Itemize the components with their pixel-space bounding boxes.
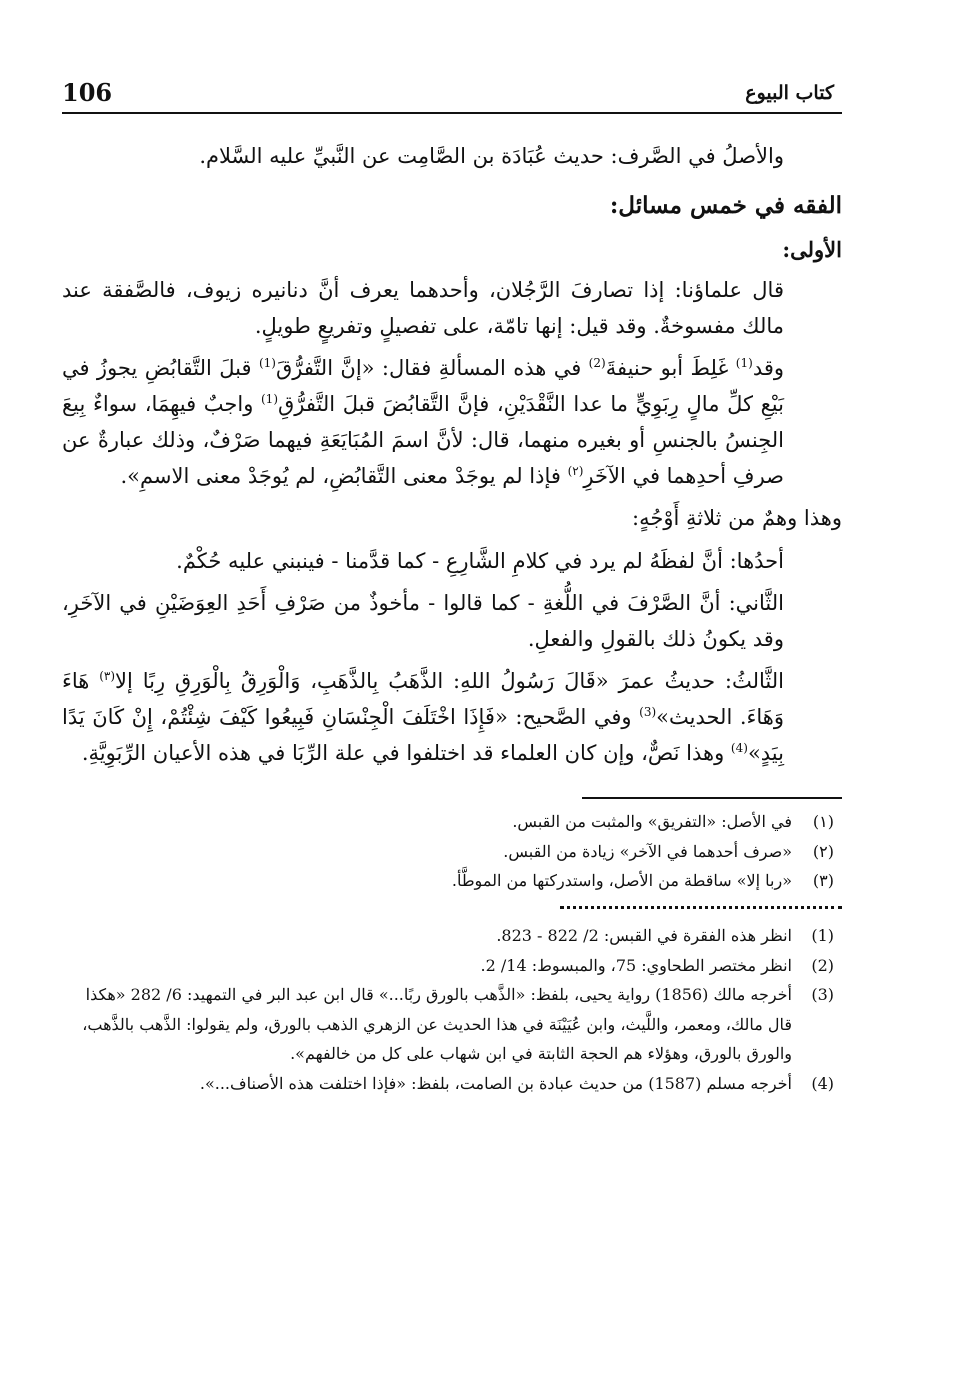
footnote: (٢) «صرف أحدهما في الآخر» زيادة من القبس.	[503, 841, 834, 861]
page-header	[62, 78, 842, 112]
editor-references	[62, 921, 842, 1099]
footnote-ref[interactable]: (2)	[588, 355, 606, 370]
paragraph-6: الثَّالثُ: حديثُ عمرَ «قَالَ رَسُولُ اللهِ: الذَّهَبُ بِالذَّهَبِ، وَالْوَرِقُ بِالْوَرِقِ رِبًا إلا$^{(٣)}$ هَاءَ وَهَاءَ. الحديث»$^{(3)}$ وفي الصَّحيح: «فَإِذَا اخْتَلَفَ الْجِنْسَانِ فَبِيعُوا كَيْفَ شِئْتُمْ، إِنْ كَانَ يَدًا بِيَدٍ»$^{(4)}$ وهذا نَصٌّ، وإن كان العلماء قد اختلفوا في علة الرِّبَا في هذه الأعيان الرِّبَوِيَّةِ.	[62, 668, 784, 766]
intro-paragraph: والأصلُ في الصَّرف: حديث عُبَادَة بن الصَّامِت عن النَّبيِّ عليه السَّلام.	[199, 144, 784, 168]
footnote-ref[interactable]: (3)	[639, 704, 657, 719]
footnote-ref[interactable]: (1)	[258, 355, 276, 370]
dotted-separator	[560, 906, 842, 909]
paragraph-3: وهذا وهمٌ من ثلاثةِ أَوْجُهٍ:	[632, 506, 842, 531]
running-title: كتاب البيوع	[745, 82, 834, 104]
reference-note: (2) انظر مختصر الطحاوي: 75، والمبسوط: 14/ 2.	[480, 955, 834, 975]
paragraph-1: قال علماؤنا: إذا تصارفَ الرَّجُلان، وأحدهما يعرف أنَّ دنانيره زيوف، فالصَّفقة عند مالك مفسوخةٌ. وقد قيل: إنها تامّة، على تفصيلٍ وتفريعٍ طويلٍ.	[62, 277, 784, 338]
footnote-ref[interactable]: (٢)	[567, 464, 584, 479]
footnote-ref[interactable]: (٣)	[99, 668, 116, 683]
reference-note: (4) أخرجه مسلم (1587) من حديث عبادة بن الصامت، بلفظ: «فإذا اختلفت هذه الأصناف...».	[199, 1073, 834, 1093]
footnote-ref[interactable]: (1)	[260, 392, 278, 407]
footnote-rule	[582, 797, 842, 799]
paragraph-4: أحدُها: أنَّ لفظَهُ لم يرد في كلامِ الشَّارِعِ - كما قدَّمنا - فينبني عليه حُكْمٌ.	[176, 548, 784, 573]
paragraph-5: الثَّاني: أنَّ الصَّرْفَ في اللُّغةِ - كما قالوا - مأخوذٌ من صَرْفِ أَحَدِ العِوَضَيْنِ في الآخَرِ، وقد يكونُ ذلك بالقولِ والفعلِ.	[62, 590, 784, 651]
section-heading: الفقه في خمس مسائل:	[609, 192, 842, 220]
footnote: (١) في الأصل: «التفريق» والمثبت من القبس.	[512, 812, 834, 832]
page-number: 106	[62, 78, 113, 107]
footnote-ref[interactable]: (1)	[735, 355, 753, 370]
header-rule	[62, 112, 842, 114]
reference-note: (3) أخرجه مالك (1856) رواية يحيى، بلفظ: «الذَّهب بالورق ربًا...» قال ابن عبد البر في التمهيد: 6/ 282 «هكذا قال مالك، ومعمر، واللَّيث، وابن عُيَيْنَة في هذا الحديث عن الزهري الذهب بالورق، ولم يقولوا: الذَّهب بالذَّهب، والورق بالورق، وهؤلاء هم الحجة الثابتة في ابن شهاب على كل من خالفهم».	[82, 985, 834, 1064]
footnote-ref[interactable]: (4)	[730, 741, 748, 756]
subsection-heading: الأولى:	[782, 236, 842, 262]
footnote: (٣) «ربا إلا» ساقطة من الأصل، واستدركتها من الموطَّأ.	[451, 871, 834, 891]
footnotes	[62, 807, 842, 896]
reference-note: (1) انظر هذه الفقرة في القبس: 2/ 822 - 823.	[496, 925, 834, 945]
book-page	[62, 78, 842, 1099]
main-text	[62, 138, 842, 771]
paragraph-2: وقد$^{(1)}$ غَلِطَ أبو حنيفةَ$^{(2)}$ في هذه المسألةِ فقال: «إنَّ التَّفرُّقَ$^{(1)}$ قبلَ التَّقابُضِ يجوزُ في بَيْعِ كلِّ مالٍ رِبَوِيٍّ ما عدا النَّقْدَيْنِ، فإنَّ التَّقابُضَ قبلَ التَّفرُّقِ$^{(1)}$ واجبٌ فيهِمَا، سواءٌ بِيعَ الجِنسُ بالجنسِ أو بغيره منهما، قال: لأنَّ اسمَ المُبَايَعَةِ فيهما صَرْفٌ، وذلك عبارةٌ عن صرفِ أحدِهما في الآخَرِ$^{(٢)}$ فإذا لم يوجَدْ معنى التَّقابُضِ، لم يُوجَدْ معنى الاسمِ».	[62, 355, 785, 489]
